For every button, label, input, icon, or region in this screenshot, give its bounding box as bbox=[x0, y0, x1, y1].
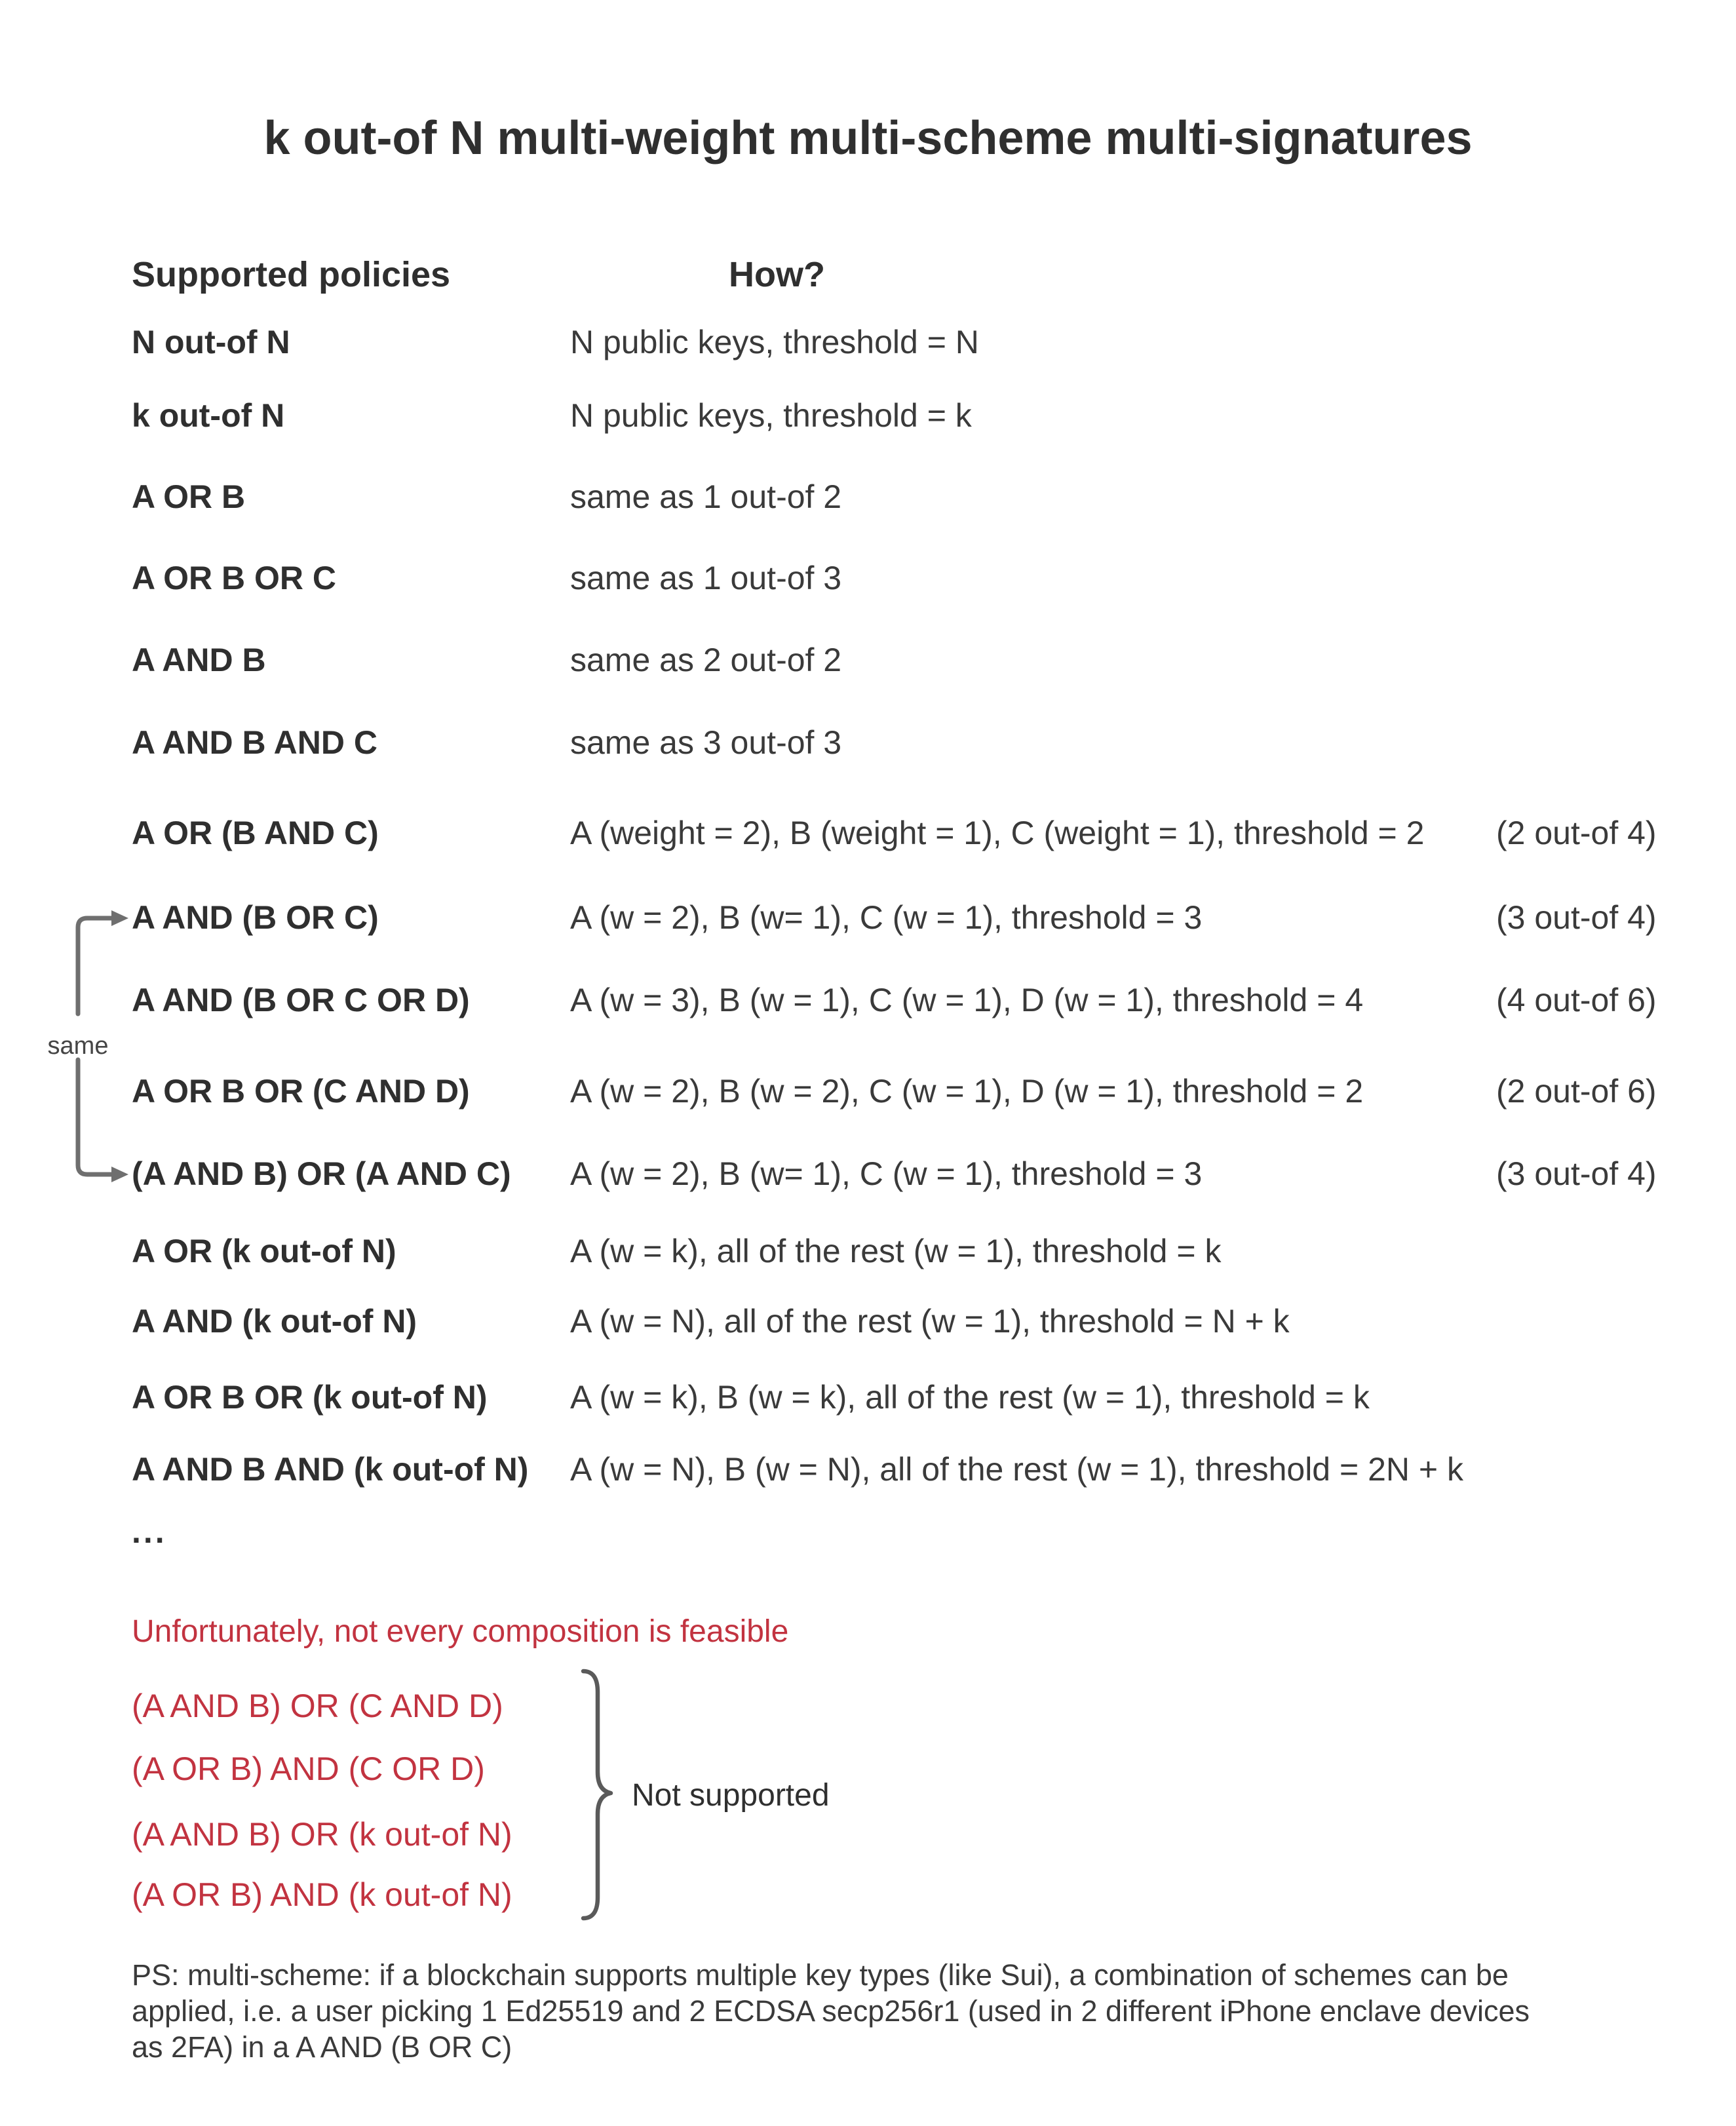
infeasible-item: (A OR B) AND (C OR D) bbox=[132, 1750, 485, 1787]
arrow-right-icon bbox=[111, 1167, 128, 1182]
policy-name: A OR B OR (C AND D) bbox=[132, 1073, 470, 1110]
policy-name: A OR B OR C bbox=[132, 560, 337, 596]
infeasible-heading: Unfortunately, not every composition is feasible bbox=[132, 1614, 789, 1649]
policy-name: A AND B bbox=[132, 642, 266, 678]
ps-line: as 2FA) in a A AND (B OR C) bbox=[132, 2030, 512, 2064]
policy-name: A AND (B OR C) bbox=[132, 899, 379, 936]
policy-row bbox=[0, 726, 1736, 768]
how-description: same as 1 out-of 3 bbox=[570, 560, 842, 596]
policy-row bbox=[0, 562, 1736, 604]
policy-name: A OR B bbox=[132, 478, 246, 515]
policy-name: A OR B OR (k out-of N) bbox=[132, 1379, 488, 1416]
policy-name: A AND (k out-of N) bbox=[132, 1303, 417, 1340]
policy-name: A OR (B AND C) bbox=[132, 815, 379, 851]
policy-row bbox=[0, 984, 1736, 1026]
policy-name: (A AND B) OR (A AND C) bbox=[132, 1155, 511, 1192]
policy-row bbox=[0, 1157, 1736, 1199]
policy-row bbox=[0, 1381, 1736, 1423]
policy-name: k out-of N bbox=[132, 397, 285, 434]
infeasible-item: (A AND B) OR (C AND D) bbox=[132, 1688, 503, 1724]
how-description: A (w = N), B (w = N), all of the rest (w = 1), threshold = 2N + k bbox=[570, 1451, 1463, 1488]
same-label: same bbox=[47, 1032, 109, 1060]
infeasible-item: (A OR B) AND (k out-of N) bbox=[132, 1876, 512, 1913]
policy-row bbox=[0, 817, 1736, 859]
policy-name: N out-of N bbox=[132, 324, 290, 360]
arrow-right-icon bbox=[111, 910, 128, 926]
how-description: same as 3 out-of 3 bbox=[570, 724, 842, 761]
threshold-note: (3 out-of 4) bbox=[1496, 899, 1657, 936]
policy-row bbox=[0, 901, 1736, 943]
threshold-note: (2 out-of 4) bbox=[1496, 815, 1657, 851]
policy-row bbox=[0, 1075, 1736, 1117]
how-description: same as 1 out-of 2 bbox=[570, 478, 842, 515]
how-description: A (w = 2), B (w= 1), C (w = 1), threshold = 3 bbox=[570, 1155, 1203, 1192]
threshold-note: (3 out-of 4) bbox=[1496, 1155, 1657, 1192]
ps-line: applied, i.e. a user picking 1 Ed25519 and 2 ECDSA secp256r1 (used in 2 different iPhone enclave devices bbox=[132, 1994, 1530, 2028]
policy-name: A AND (B OR C OR D) bbox=[132, 982, 470, 1018]
policy-row bbox=[0, 644, 1736, 686]
threshold-note: (2 out-of 6) bbox=[1496, 1073, 1657, 1110]
policy-row bbox=[0, 1305, 1736, 1347]
how-description: N public keys, threshold = N bbox=[570, 324, 979, 360]
threshold-note: (4 out-of 6) bbox=[1496, 982, 1657, 1018]
policy-row bbox=[0, 480, 1736, 522]
how-description: A (w = 2), B (w = 2), C (w = 1), D (w = 1), threshold = 2 bbox=[570, 1073, 1364, 1110]
policy-name: A OR (k out-of N) bbox=[132, 1233, 396, 1269]
policy-name: A AND B AND C bbox=[132, 724, 377, 761]
policy-row bbox=[0, 1453, 1736, 1495]
ps-note bbox=[132, 1957, 1718, 2065]
policy-name: A AND B AND (k out-of N) bbox=[132, 1451, 529, 1488]
ps-line: PS: multi-scheme: if a blockchain supports multiple key types (like Sui), a combination of schemes can be bbox=[132, 1958, 1509, 1992]
policy-row bbox=[0, 326, 1736, 368]
more-rows-indicator: ... bbox=[132, 1513, 167, 1550]
column-header-how: How? bbox=[729, 255, 825, 294]
infeasible-item: (A AND B) OR (k out-of N) bbox=[132, 1816, 512, 1853]
how-description: A (w = N), all of the rest (w = 1), threshold = N + k bbox=[570, 1303, 1290, 1340]
how-description: N public keys, threshold = k bbox=[570, 397, 972, 434]
column-header-policies: Supported policies bbox=[132, 255, 451, 294]
page-title: k out-of N multi-weight multi-scheme multi-signatures bbox=[263, 112, 1473, 164]
how-description: A (w = k), B (w = k), all of the rest (w = 1), threshold = k bbox=[570, 1379, 1370, 1416]
how-description: A (w = 3), B (w = 1), C (w = 1), D (w = 1), threshold = 4 bbox=[570, 982, 1364, 1018]
not-supported-label: Not supported bbox=[632, 1778, 830, 1813]
policy-row bbox=[0, 399, 1736, 441]
curly-brace-icon bbox=[579, 1669, 619, 1921]
how-description: same as 2 out-of 2 bbox=[570, 642, 842, 678]
how-description: A (w = 2), B (w= 1), C (w = 1), threshold = 3 bbox=[570, 899, 1203, 936]
how-description: A (w = k), all of the rest (w = 1), threshold = k bbox=[570, 1233, 1222, 1269]
policy-row bbox=[0, 1235, 1736, 1277]
how-description: A (weight = 2), B (weight = 1), C (weight = 1), threshold = 2 bbox=[570, 815, 1425, 851]
